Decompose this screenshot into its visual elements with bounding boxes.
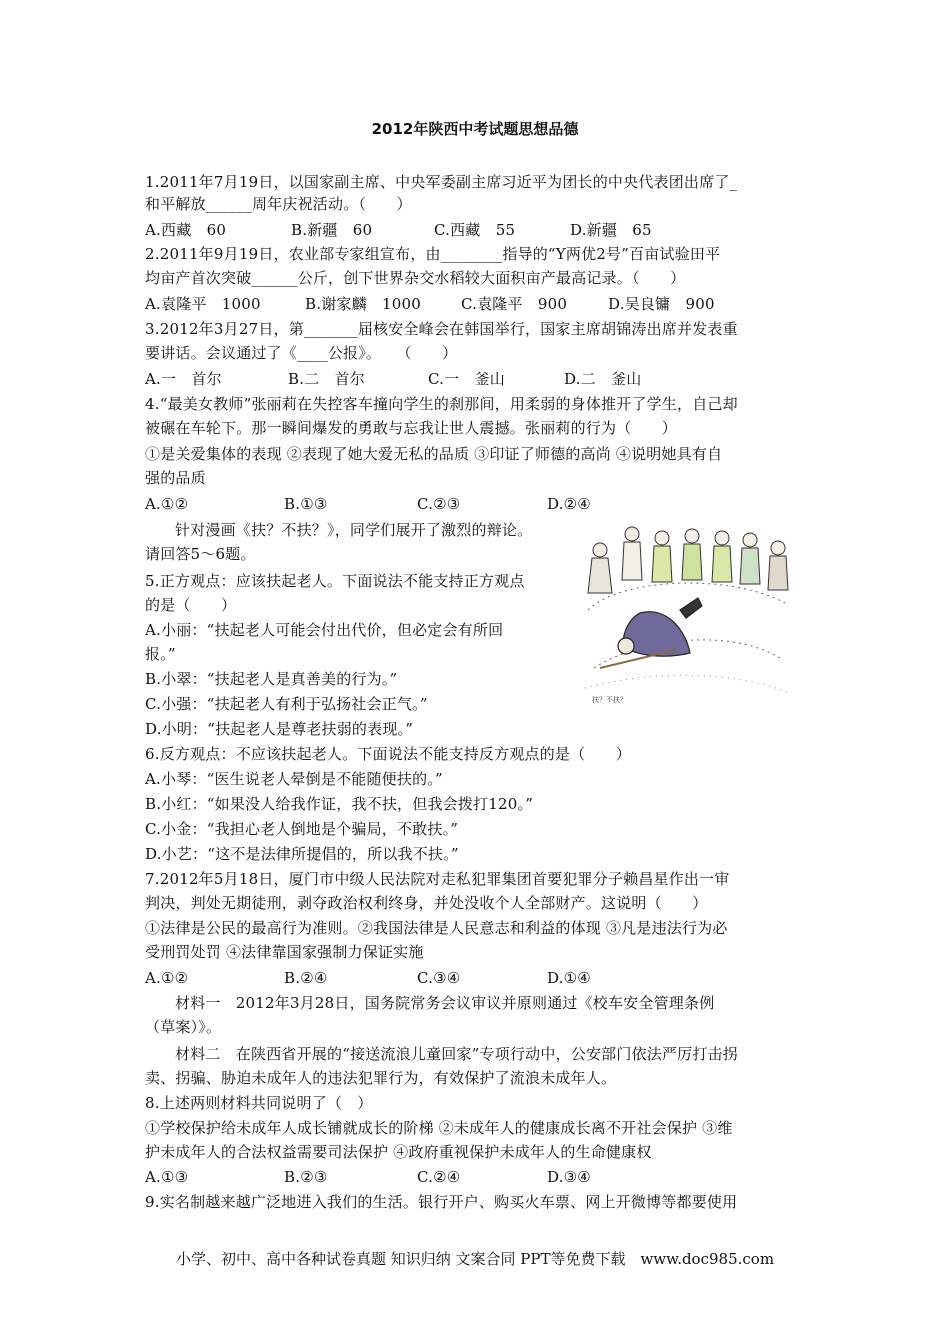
q4-statements-1: ①是关爱集体的表现 ②表现了她大爱无私的品质 ③印证了师德的高尚 ④说明她具有自 [145, 445, 723, 463]
q6-option-b: B.小红：“如果没人给我作证，我不扶，但我会拨打120。” [145, 795, 534, 813]
q7-option-d: D.①④ [547, 969, 591, 987]
comic-instruction: 请回答5～6题。 [145, 545, 256, 563]
q8-options [145, 1166, 591, 1188]
comic-illustration [580, 518, 793, 708]
q5-option-a-1: A.小丽：“扶起老人可能会付出代价，但必定会有所回 [145, 621, 504, 639]
q8-line-1: 8.上述两则材料共同说明了（ ） [145, 1094, 373, 1112]
comic-drawing [580, 518, 793, 708]
q3-option-a: A.一 首尔 [145, 370, 222, 388]
q7-option-a: A.①② [145, 969, 189, 987]
q7-statements-1: ①法律是公民的最高行为准则。②我国法律是人民意志和利益的体现 ③凡是违法行为必 [145, 919, 728, 937]
q3-option-d: D.二 釜山 [564, 370, 642, 388]
q8-option-d: D.③④ [547, 1168, 591, 1186]
q3-option-b: B.二 首尔 [288, 370, 365, 388]
q5-line-1: 5.正方观点：应该扶起老人。下面说法不能支持正方观点 [145, 572, 525, 590]
q6-option-d: D.小艺：“这不是法律所提倡的，所以我不扶。” [145, 845, 459, 863]
q4-option-c: C.②③ [417, 495, 461, 513]
q2-line-1: 2.2011年9月19日，农业部专家组宣布，由________指导的“Y两优2号”百亩试验田平 [145, 245, 721, 263]
q1-option-b: B.新疆 60 [291, 221, 373, 239]
q3-options [145, 368, 641, 390]
comic-intro: 针对漫画《扶？不扶？》，同学们展开了激烈的辩论。 [175, 521, 533, 539]
q6-option-c: C.小金：“我担心老人倒地是个骗局，不敢扶。” [145, 820, 459, 838]
material-two-1: 材料二 在陕西省开展的“接送流浪儿童回家”专项行动中，公安部门依法严厉打击拐 [175, 1045, 738, 1063]
comic-caption: 扶？不扶？ [592, 696, 627, 704]
q2-line-2: 均亩产首次突破______公斤，创下世界杂交水稻较大面积亩产最高记录。（ ） [145, 269, 686, 287]
q4-line-1: 4.“最美女教师”张丽莉在失控客车撞向学生的刹那间，用柔弱的身体推开了学生，自己却 [145, 395, 738, 413]
q2-option-c: C.袁隆平 900 [461, 295, 568, 313]
q7-options [145, 967, 591, 989]
material-one-2: （草案）》。 [145, 1018, 222, 1036]
material-two-2: 卖、拐骗、胁迫未成年人的违法犯罪行为，有效保护了流浪未成年人。 [145, 1069, 617, 1087]
q8-option-b: B.②③ [284, 1168, 328, 1186]
q3-option-c: C.一 釜山 [428, 370, 505, 388]
q4-options [145, 493, 591, 515]
q5-option-b: B.小翠：“扶起老人是真善美的行为。” [145, 670, 398, 688]
q5-option-a-2: 报。” [145, 645, 176, 663]
q5-option-c: C.小强：“扶起老人有利于弘扬社会正气。” [145, 695, 428, 713]
q6-line-1: 6.反方观点：不应该扶起老人。下面说法不能支持反方观点的是（ ） [145, 745, 631, 763]
q5-line-2: 的是（ ） [145, 596, 237, 614]
q6-option-a: A.小琴：“医生说老人晕倒是不能随便扶的。” [145, 770, 443, 788]
page-footer: 小学、初中、高中各种试卷真题 知识归纳 文案合同 PPT等免费下载 www.doc985.com [175, 1250, 775, 1268]
q4-statements-2: 强的品质 [145, 469, 206, 487]
q8-statements-2: 护未成年人的合法权益需要司法保护 ④政府重视保护未成年人的生命健康权 [145, 1143, 652, 1161]
q7-line-2: 判决，判处无期徒刑，剥夺政治权利终身，并处没收个人全部财产。这说明（ ） [145, 894, 708, 912]
q2-options [145, 293, 715, 315]
q1-option-d: D.新疆 65 [570, 221, 652, 239]
q8-statements-1: ①学校保护给未成年人成长铺就成长的阶梯 ②未成年人的健康成长离不开社会保护 ③维 [145, 1119, 733, 1137]
q1-options [145, 219, 652, 241]
q7-option-c: C.③④ [417, 969, 461, 987]
q8-option-a: A.①③ [145, 1168, 189, 1186]
q1-line-1: 1.2011年7月19日，以国家副主席、中央军委副主席习近平为团长的中央代表团出席了_ [145, 173, 738, 191]
q9-line-1: 9.实名制越来越广泛地进入我们的生活。银行开户、购买火车票、网上开微博等都要使用 [145, 1193, 738, 1211]
q5-option-d: D.小明：“扶起老人是尊老扶弱的表现。” [145, 720, 414, 738]
q2-option-a: A.袁隆平 1000 [145, 295, 261, 313]
q1-line-2: 和平解放______周年庆祝活动。（ ） [145, 195, 412, 213]
q1-option-a: A.西藏 60 [145, 221, 227, 239]
q4-option-a: A.①② [145, 495, 189, 513]
q4-option-b: B.①③ [284, 495, 328, 513]
q7-option-b: B.②④ [284, 969, 328, 987]
q7-statements-2: 受刑罚处罚 ④法律靠国家强制力保证实施 [145, 943, 424, 961]
page-title: 2012年陕西中考试题思想品德 [371, 120, 579, 138]
q2-option-d: D.吴良镛 900 [608, 295, 715, 313]
q3-line-2: 要讲话。会议通过了《____公报》。 （ ） [145, 344, 458, 362]
q3-line-1: 3.2012年3月27日，第_______届核安全峰会在韩国举行，国家主席胡锦涛出席并发表重 [145, 320, 738, 338]
q4-line-2: 被碾在车轮下。那一瞬间爆发的勇敢与忘我让世人震撼。张丽莉的行为（ ） [145, 419, 678, 437]
q8-option-c: C.②④ [417, 1168, 461, 1186]
material-one-1: 材料一 2012年3月28日，国务院常务会议审议并原则通过《校车安全管理条例 [175, 994, 715, 1012]
q2-option-b: B.谢家麟 1000 [305, 295, 421, 313]
q7-line-1: 7.2012年5月18日，厦门市中级人民法院对走私犯罪集团首要犯罪分子赖昌星作出一审 [145, 870, 730, 888]
q1-option-c: C.西藏 55 [434, 221, 516, 239]
q4-option-d: D.②④ [547, 495, 591, 513]
